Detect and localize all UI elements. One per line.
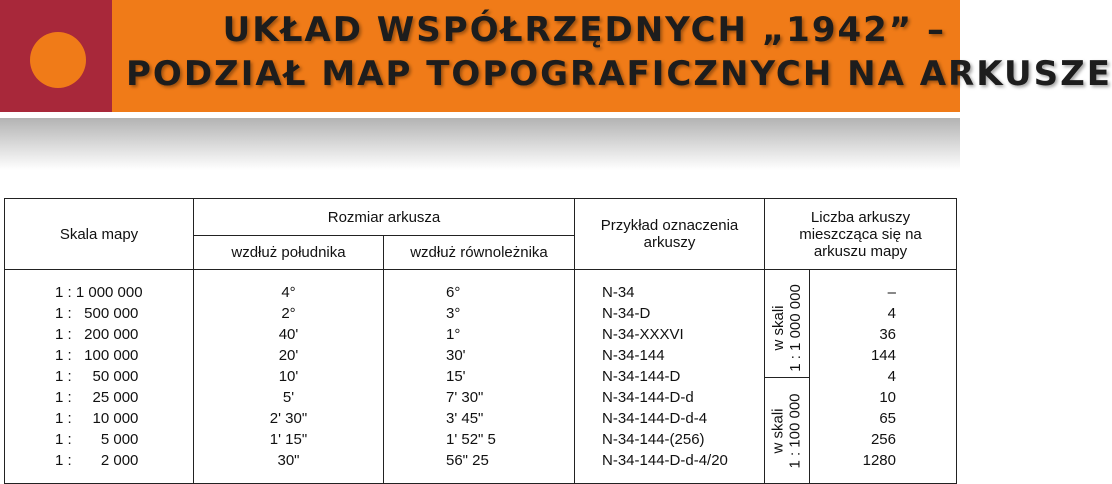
column-along-meridian [194, 270, 384, 484]
cell-parallel: 1° [446, 326, 461, 343]
cell-count: 10 [879, 389, 896, 406]
cell-meridian: 2' 30" [269, 410, 308, 427]
title-line-1: UKŁAD WSPÓŁRZĘDNYCH „1942” – [222, 10, 946, 50]
cell-example: N-34-144-D [602, 368, 681, 385]
cell-meridian: 5' [282, 389, 295, 406]
header-count [765, 199, 957, 270]
cell-example: N-34-144-D-d [602, 389, 694, 406]
cell-parallel: 56" 25 [446, 452, 489, 469]
cell-count: 144 [870, 347, 896, 364]
cell-example: N-34-144-D-d-4/20 [602, 452, 728, 469]
cell-scale: 1 : 100 000 [55, 347, 139, 364]
cell-meridian: 40' [278, 326, 299, 343]
cell-parallel: 3' 45" [446, 410, 484, 427]
cell-count: 36 [879, 326, 896, 343]
header-along-parallel: wzdłuż równoleżnika [384, 236, 575, 270]
cell-count: 4 [887, 305, 896, 322]
group-labels [765, 270, 810, 483]
header-example [575, 199, 765, 270]
cell-meridian: 20' [278, 347, 299, 364]
map-sheet-table [4, 198, 957, 484]
column-example [575, 270, 765, 484]
cell-parallel: 6° [446, 284, 461, 301]
cell-example: N-34-XXXVI [602, 326, 684, 343]
cell-count: 65 [879, 410, 896, 427]
header-size: Rozmiar arkusza [194, 199, 575, 236]
group-1-line-2: 1 : 1 000 000 [787, 283, 805, 372]
slide-header [0, 0, 1112, 112]
cell-parallel: 7' 30" [446, 389, 484, 406]
header-example-label: Przykład oznaczenia arkuszy [600, 217, 739, 251]
decorative-circle-icon [30, 32, 86, 88]
cell-count: 1280 [862, 452, 896, 469]
cell-count: 256 [870, 431, 896, 448]
cell-example: N-34-144-D-d-4 [602, 410, 708, 427]
group-2-line-1: w skali [770, 407, 788, 454]
column-scale [5, 270, 194, 484]
cell-count: – [887, 284, 896, 301]
group-label-100000 [765, 378, 809, 483]
cell-example: N-34-144 [602, 347, 665, 364]
cell-scale: 1 : 25 000 [55, 389, 139, 406]
header-red-block [0, 0, 112, 112]
group-label-1000000 [765, 270, 809, 378]
cell-parallel: 3° [446, 305, 461, 322]
cell-example: N-34-144-(256) [602, 431, 705, 448]
cell-meridian: 4° [281, 284, 296, 301]
cell-scale: 1 : 1 000 000 [55, 284, 143, 301]
group-1-line-1: w skali [770, 304, 788, 351]
cell-meridian: 1' 15" [269, 431, 308, 448]
header-scale: Skala mapy [5, 199, 194, 270]
title-line-2: PODZIAŁ MAP TOPOGRAFICZNYCH NA ARKUSZE [126, 54, 1112, 94]
cell-scale: 1 : 10 000 [55, 410, 139, 427]
cell-example: N-34-D [602, 305, 651, 322]
cell-scale: 1 : 500 000 [55, 305, 139, 322]
header-shadow [0, 118, 960, 170]
cell-count: 4 [887, 368, 896, 385]
cell-scale: 1 : 5 000 [55, 431, 139, 448]
cell-meridian: 10' [278, 368, 299, 385]
cell-scale: 1 : 50 000 [55, 368, 139, 385]
cell-meridian: 2° [281, 305, 296, 322]
column-count [765, 270, 957, 484]
cell-meridian: 30" [277, 452, 300, 469]
group-2-line-2: 1 : 100 000 [787, 392, 805, 469]
cell-parallel: 30' [446, 347, 466, 364]
cell-scale: 1 : 200 000 [55, 326, 139, 343]
column-along-parallel [384, 270, 575, 484]
cell-parallel: 1' 52" 5 [446, 431, 496, 448]
header-count-label: Liczba arkuszy mieszcząca się na arkuszu mapy [799, 208, 922, 260]
cell-parallel: 15' [446, 368, 466, 385]
slide-title [126, 8, 1112, 96]
header-along-meridian: wzdłuż południka [194, 236, 384, 270]
cell-example: N-34 [602, 284, 635, 301]
cell-scale: 1 : 2 000 [55, 452, 139, 469]
